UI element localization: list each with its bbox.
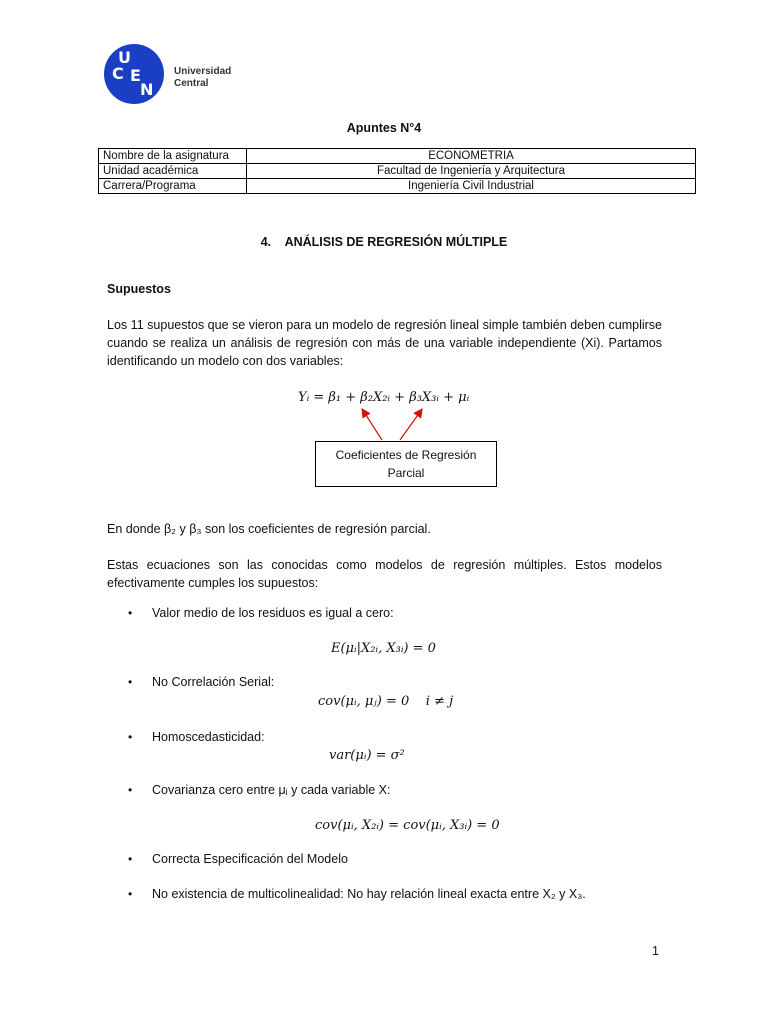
table-cell-value: Facultad de Ingeniería y Arquitectura bbox=[247, 164, 696, 179]
paragraph-intro: Los 11 supuestos que se vieron para un modelo de regresión lineal simple también deben cumplirse cuando se realiza un análisis de regresión con más de una variable independiente (Xi). Partamos identificando un modelo con dos variables: bbox=[107, 318, 662, 368]
coefficients-box-line2: Parcial bbox=[387, 466, 425, 480]
main-regression-equation: Yᵢ = β₁ + β₂X₂ᵢ + β₃X₃ᵢ + μᵢ bbox=[298, 390, 470, 405]
table-cell-label: Carrera/Programa bbox=[99, 179, 247, 194]
logo-letter-u: U bbox=[118, 48, 131, 67]
table-cell-value: Ingeniería Civil Industrial bbox=[247, 179, 696, 194]
bullet-marker: • bbox=[128, 887, 133, 901]
paragraph-partial-coefficients: En donde β₂ y β₃ son los coeficientes de regresión parcial. bbox=[107, 522, 431, 536]
table-cell-label: Nombre de la asignatura bbox=[99, 149, 247, 164]
subsection-title: Supuestos bbox=[107, 282, 171, 296]
arrows-to-coefficients bbox=[340, 404, 440, 446]
bullet-homoscedasticity: Homoscedasticidad: bbox=[152, 730, 265, 744]
arrow-beta3 bbox=[400, 412, 420, 440]
logo-name-line2: Central bbox=[174, 78, 209, 89]
page-number: 1 bbox=[652, 944, 659, 958]
logo-letter-n: N bbox=[140, 80, 154, 99]
logo-name-line1: Universidad bbox=[174, 66, 232, 77]
table-row bbox=[99, 149, 696, 164]
table-cell-label: Unidad académica bbox=[99, 164, 247, 179]
coefficients-box-line1: Coeficientes de Regresión bbox=[335, 448, 477, 462]
arrow-beta2 bbox=[364, 412, 382, 440]
logo-letter-c: C bbox=[112, 64, 124, 83]
bullet-multicollinearity: No existencia de multicolinealidad: No hay relación lineal exacta entre X₂ y X₃. bbox=[152, 887, 586, 901]
logo-letter-e: E bbox=[130, 66, 141, 85]
section-title: 4. ANÁLISIS DE REGRESIÓN MÚLTIPLE bbox=[260, 235, 508, 249]
bullet-marker: • bbox=[128, 675, 133, 689]
bullet-zero-covariance: Covarianza cero entre μᵢ y cada variable X: bbox=[152, 783, 391, 797]
logo-name bbox=[174, 66, 231, 90]
coefficients-box bbox=[315, 441, 497, 487]
bullet-model-specification: Correcta Especificación del Modelo bbox=[152, 852, 348, 866]
table-cell-value: ECONOMETRIA bbox=[247, 149, 696, 164]
info-table bbox=[98, 148, 696, 194]
bullet-marker: • bbox=[128, 606, 133, 620]
bullet-marker: • bbox=[128, 852, 133, 866]
document-title: Apuntes N°4 bbox=[346, 121, 422, 135]
equation-serial-correlation: cov(μᵢ, μⱼ) = 0 i ≠ j bbox=[318, 694, 454, 709]
table-row bbox=[99, 164, 696, 179]
equation-mean-residuals: E(μᵢ|X₂ᵢ, X₃ᵢ) = 0 bbox=[331, 641, 436, 656]
equation-zero-covariance: cov(μᵢ, X₂ᵢ) = cov(μᵢ, X₃ᵢ) = 0 bbox=[315, 818, 500, 833]
table-row bbox=[99, 179, 696, 194]
bullet-serial-correlation: No Correlación Serial: bbox=[152, 675, 275, 689]
paragraph-multiple-models: Estas ecuaciones son las conocidas como modelos de regresión múltiples. Estos modelos efectivamente cumples los supuestos: bbox=[107, 558, 662, 590]
bullet-marker: • bbox=[128, 783, 133, 797]
university-logo bbox=[104, 44, 244, 106]
bullet-marker: • bbox=[128, 730, 133, 744]
equation-homoscedasticity: var(μᵢ) = σ² bbox=[329, 748, 405, 763]
bullet-mean-residuals: Valor medio de los residuos es igual a cero: bbox=[152, 606, 394, 620]
